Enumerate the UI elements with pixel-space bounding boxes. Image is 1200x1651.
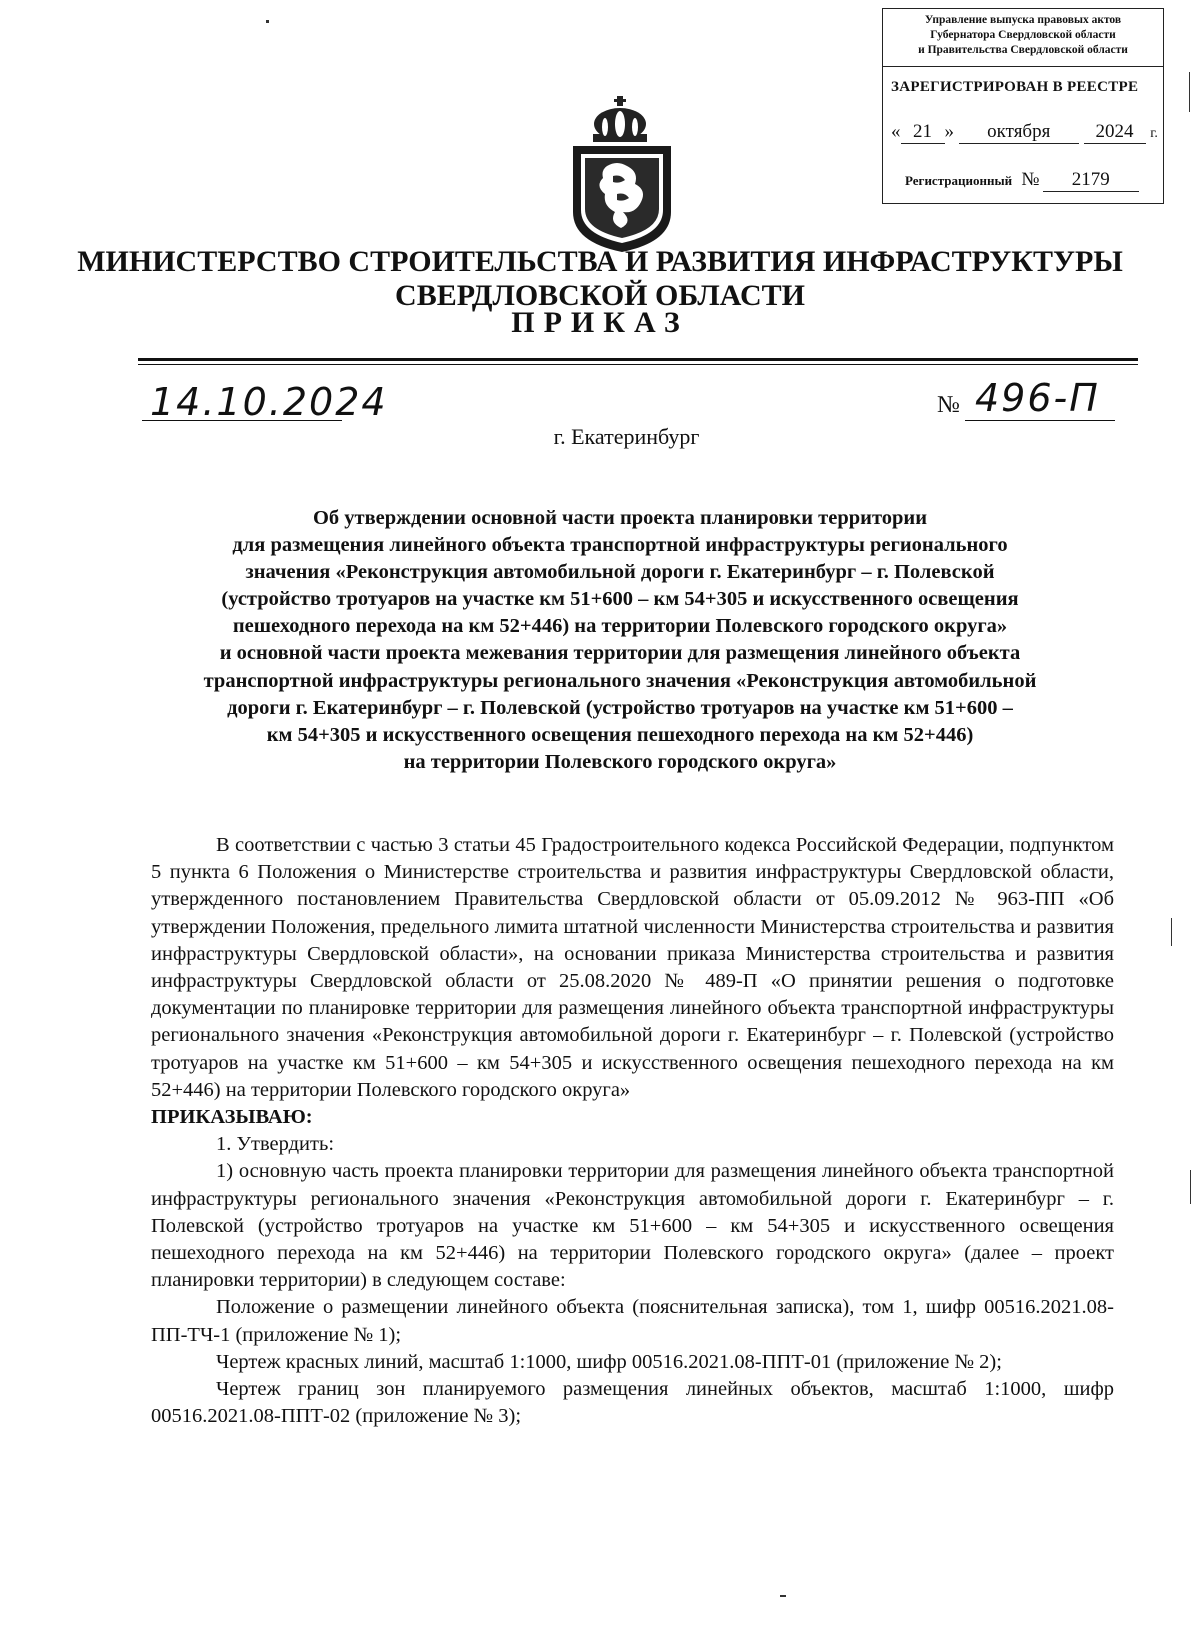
component-2: Чертеж красных линий, масштаб 1:1000, шифр 00516.2021.08-ППТ-01 (приложение № 2); xyxy=(216,1350,1002,1373)
order-number-sign: № xyxy=(937,392,960,418)
order-title xyxy=(120,505,1120,776)
title-line: значения «Реконструкция автомобильной дороги г. Екатеринбург – г. Полевской xyxy=(245,561,995,584)
order-word: ПРИКАЗЫВАЮ: xyxy=(151,1106,313,1129)
stamp-divider xyxy=(883,66,1163,67)
scan-dot xyxy=(780,1595,786,1597)
order-number-handwritten: 496-П xyxy=(975,376,1100,420)
order-date-handwritten: 14.10.2024 xyxy=(150,380,388,424)
title-line: на территории Полевского городского округа» xyxy=(403,750,837,773)
stamp-year-suffix: г. xyxy=(1150,126,1158,141)
title-line: дороги г. Екатеринбург – г. Полевской (устройство тротуаров на участке км 51+600 – xyxy=(227,696,1013,719)
ministry-name-line-1: МИНИСТЕРСТВО СТРОИТЕЛЬСТВА И РАЗВИТИЯ ИНФРАСТРУКТУРЫ xyxy=(77,245,1123,278)
stamp-number-line xyxy=(905,169,1139,192)
number-underline xyxy=(965,420,1115,421)
preamble-paragraph: В соответствии с частью 3 статьи 45 Градостроительного кодекса Российской Федерации, подпунктом 5 пункта 6 Положения о Министерстве строительства и развития инфраструктуры Свердловской области, утвержденного постановлением Правительства Свердловской области от 05.09.2012 № 963-ПП «Об утверждении Положения, предельного лимита штатной численности Министерства строительства и развития инфраструктуры Свердловской области», на основании приказа Министерства строительства и развития инфраструктуры Свердловской области от 25.08.2020 № 489-П «О принятии решения о подготовке документации по планировке территории для размещения линейного объекта транспортной инфраструктуры регионального значения «Реконструкция автомобильной дороги г. Екатеринбург – г. Полевской (устройство тротуаров на участке км 51+600 – км 54+305 и искусственного освещения пешеходного перехода на км 52+446) на территории Полевского городского округа» xyxy=(151,834,1114,1101)
stamp-number: 2179 xyxy=(1043,169,1139,192)
stamp-day: 21 xyxy=(901,121,945,144)
registration-stamp xyxy=(882,8,1164,204)
title-line: Об утверждении основной части проекта планировки территории xyxy=(312,507,928,529)
scan-edge-line xyxy=(1190,1170,1191,1204)
stamp-number-label: Регистрационный xyxy=(905,173,1013,188)
document-type: ПРИКАЗ xyxy=(511,306,689,339)
ministry-name-line-2: СВЕРДЛОВСКОЙ ОБЛАСТИ xyxy=(395,279,805,312)
stamp-year: 2024 xyxy=(1084,121,1146,144)
stamp-date xyxy=(891,121,1158,144)
date-underline xyxy=(142,420,342,421)
component-3: Чертеж границ зон планируемого размещения линейных объектов, масштаб 1:1000, шифр 00516.2021.08-ППТ-02 (приложение № 3); xyxy=(151,1378,1114,1428)
scan-edge-line xyxy=(1171,918,1172,946)
stamp-open-quote: « xyxy=(891,121,901,142)
component-1: Положение о размещении линейного объекта (пояснительная записка), том 1, шифр 00516.2021.08-ПП-ТЧ-1 (приложение № 1); xyxy=(151,1296,1114,1346)
stamp-number-sign: № xyxy=(1021,169,1040,190)
title-line: км 54+305 и искусственного освещения пешеходного перехода на км 52+446) xyxy=(266,723,974,746)
title-line: транспортной инфраструктуры регионального значения «Реконструкция автомобильной xyxy=(203,669,1037,692)
order-body xyxy=(151,832,1114,1430)
city: г. Екатеринбург xyxy=(553,424,700,449)
item-1-1: 1) основную часть проекта планировки территории для размещения линейного объекта транспортной инфраструктуры регионального значения «Реконструкция автомобильной дороги г. Екатеринбург – г. Полевской (устройство тротуаров на участке км 51+600 – км 54+305 и искусственного освещения пешеходного перехода на км 52+446) на территории Полевского городского округа» (далее – проект планировки территории) в следующем составе: xyxy=(151,1160,1114,1292)
title-line: пешеходного перехода на км 52+446) на территории Полевского городского округа» xyxy=(232,615,1008,638)
coat-of-arms-icon xyxy=(565,94,680,254)
stamp-close-quote: » xyxy=(944,121,954,142)
stamp-month: октября xyxy=(959,121,1079,144)
stamp-header-line: Управление выпуска правовых актов xyxy=(924,14,1122,26)
stamp-header xyxy=(883,13,1163,63)
scan-edge-line xyxy=(1189,72,1190,112)
header-rule-thick xyxy=(138,358,1138,361)
stamp-header-line: Губернатора Свердловской области xyxy=(930,29,1116,41)
item-1: 1. Утвердить: xyxy=(216,1133,335,1156)
stamp-header-line: и Правительства Свердловской области xyxy=(918,44,1128,56)
title-line: и основной части проекта межевания территории для размещения линейного объекта xyxy=(219,642,1021,665)
title-line: (устройство тротуаров на участке км 51+600 – км 54+305 и искусственного освещения xyxy=(221,588,1019,611)
title-line: для размещения линейного объекта транспортной инфраструктуры регионального xyxy=(232,534,1008,557)
header-rule-thin xyxy=(138,364,1138,365)
stamp-registered-label: ЗАРЕГИСТРИРОВАН В РЕЕСТРЕ xyxy=(891,79,1139,95)
scan-dot xyxy=(266,20,269,23)
